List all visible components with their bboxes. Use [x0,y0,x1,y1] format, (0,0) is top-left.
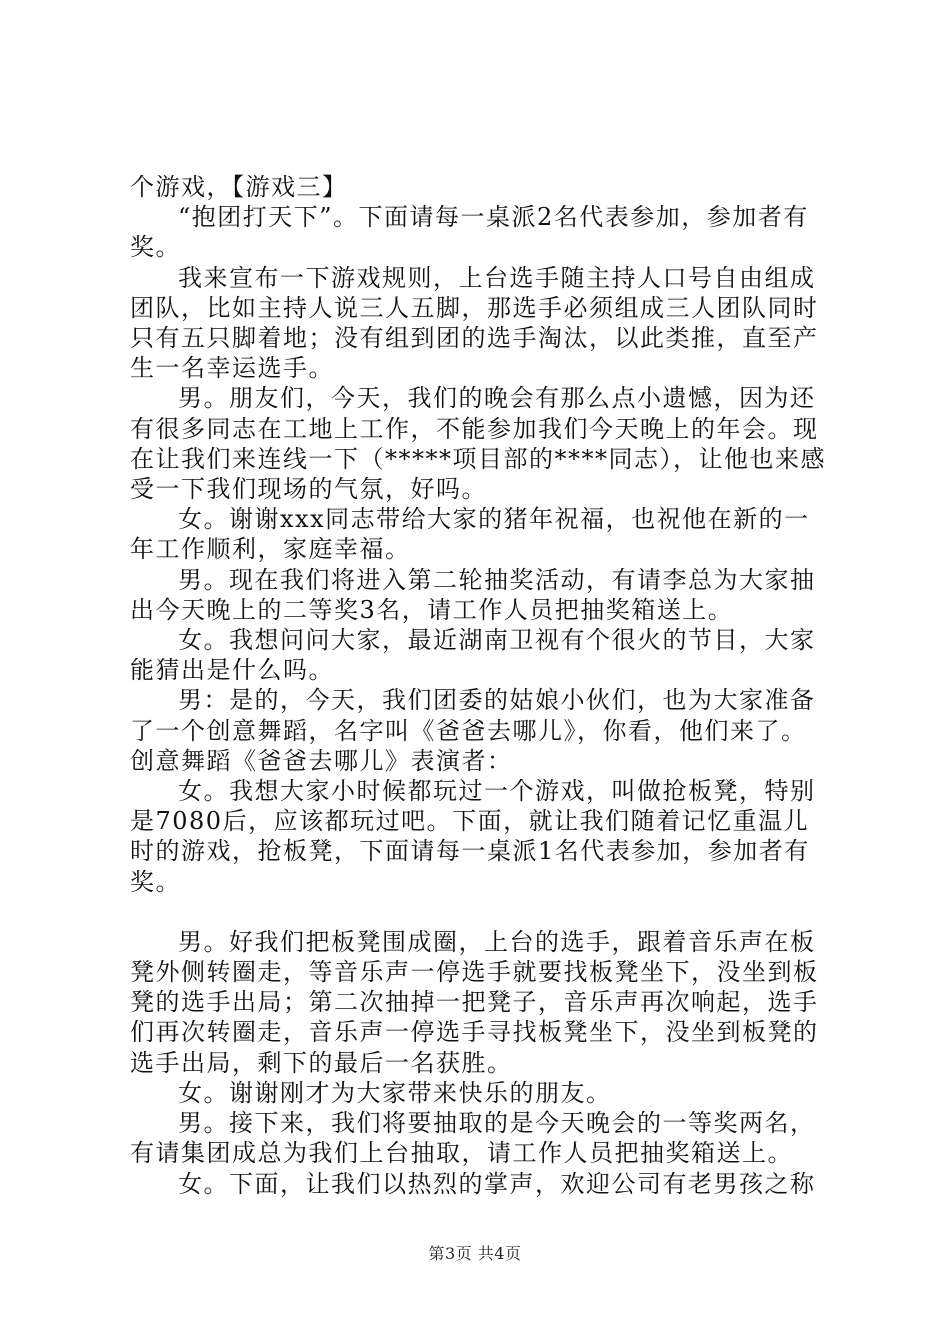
paragraph: 男。朋友们，今天，我们的晚会有那么点小遗憾，因为还有很多同志在工地上工作，不能参加我们今天晚上的年会。现在让我们来连线一下（*****项目部的****同志），让他也来感受一下我们现场的气氛，好吗。 [130,384,826,504]
paragraph: 我来宣布一下游戏规则，上台选手随主持人口号自由组成团队，比如主持人说三人五脚，那选手必须组成三人团队同时只有五只脚着地；没有组到团的选手淘汰，以此类推，直至产生一名幸运选手。 [130,263,819,383]
document-body [130,172,830,1199]
paragraph: 男。接下来，我们将要抽取的是今天晚会的一等奖两名，有请集团成总为我们上台抽取，请工作人员把抽奖箱送上。 [130,1109,816,1168]
paragraph-spacer [130,897,830,927]
paragraph: 男。好我们把板凳围成圈，上台的选手，跟着音乐声在板凳外侧转圈走，等音乐声一停选手就要找板凳坐下，没坐到板凳的选手出局；第二次抽掉一把凳子，音乐声再次响起，选手们再次转圈走，音乐声一停选手寻找板凳坐下，没坐到板凳的选手出局，剩下的最后一名获胜。 [130,927,819,1077]
paragraph: 女。下面，让我们以热烈的掌声，欢迎公司有老男孩之称 [178,1169,816,1198]
paragraph: 女。我想问问大家，最近湖南卫视有个很火的节目，大家能猜出是什么吗。 [130,626,816,685]
paragraph-performer-list: 创意舞蹈《爸爸去哪儿》表演者： [130,746,513,775]
paragraph: “抱团打天下”。下面请每一桌派2名代表参加，参加者有奖。 [130,203,809,262]
page-footer: 第3页 共4页 [428,1244,522,1263]
paragraph: 男：是的，今天，我们团委的姑娘小伙们，也为大家准备了一个创意舞蹈，名字叫《爸爸去哪儿》，你看，他们来了。 [130,686,816,745]
paragraph: 女。谢谢xxx同志带给大家的猪年祝福，也祝他在新的一年工作顺利，家庭幸福。 [130,505,810,564]
paragraph: 男。现在我们将进入第二轮抽奖活动，有请李总为大家抽出今天晚上的二等奖3名，请工作人员把抽奖箱送上。 [130,565,816,624]
paragraph: 女。谢谢刚才为大家带来快乐的朋友。 [178,1078,612,1107]
paragraph: 女。我想大家小时候都玩过一个游戏，叫做抢板凳，特别是7080后，应该都玩过吧。下面，就让我们随着记忆重温儿时的游戏，抢板凳，下面请每一桌派1名代表参加，参加者有奖。 [130,777,816,896]
paragraph-continuation: 个游戏，【游戏三】 [130,173,348,201]
